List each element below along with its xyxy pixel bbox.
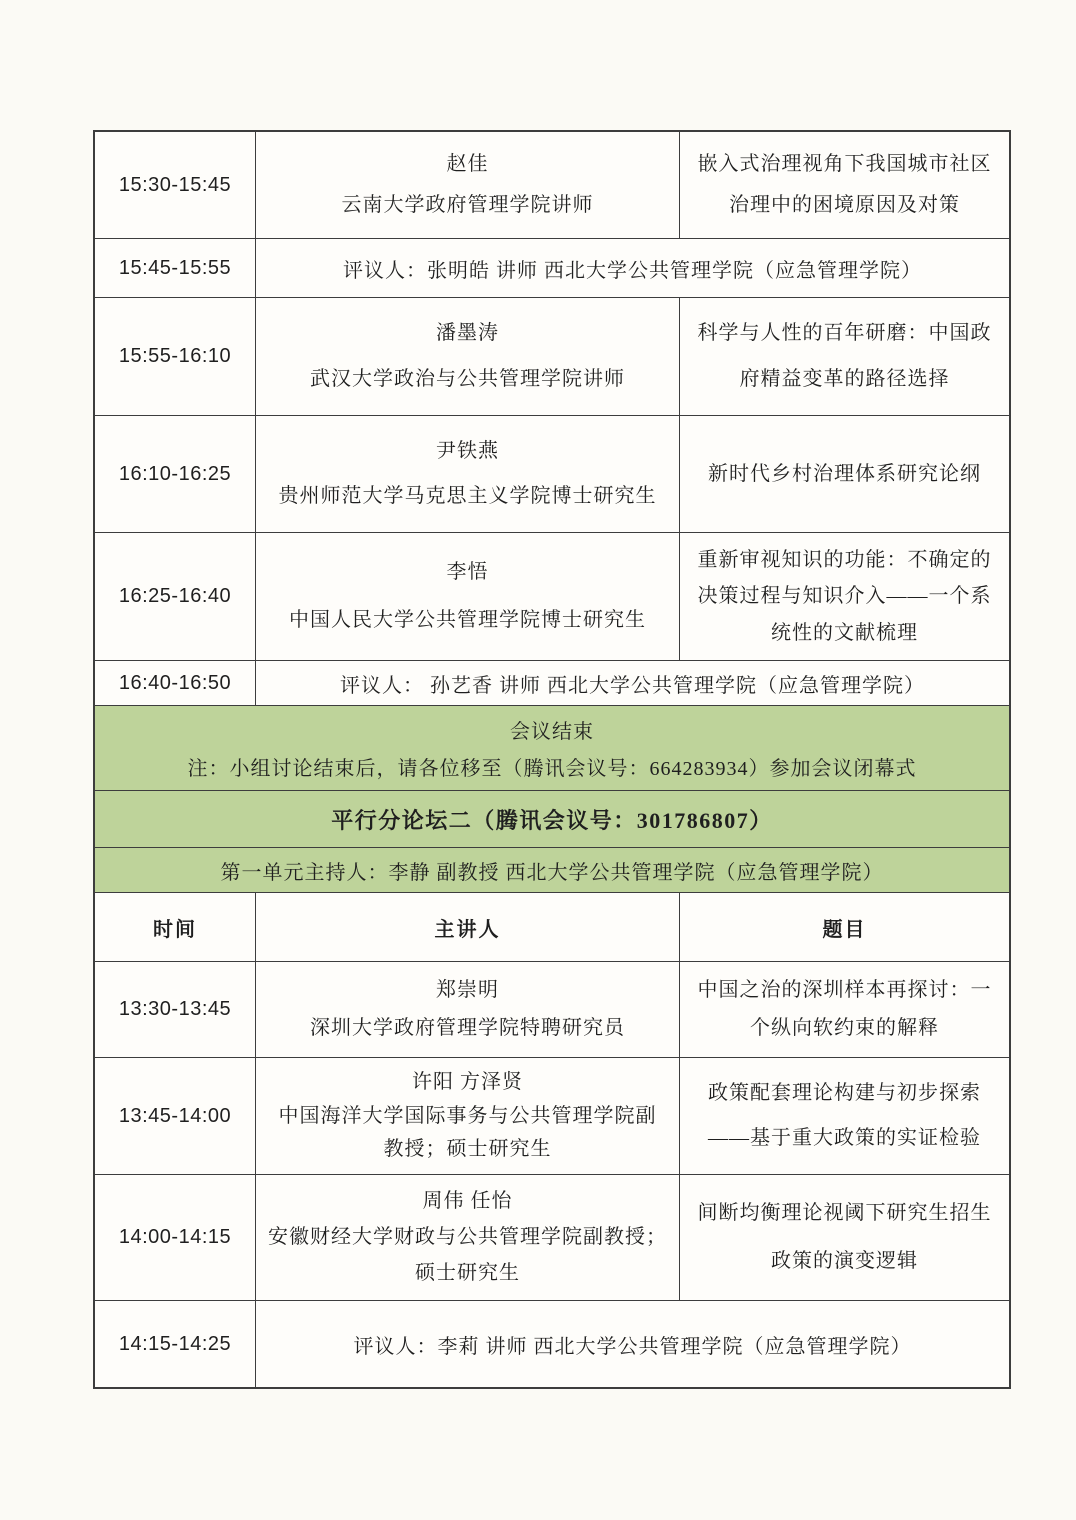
talk-title-line: 个纵向软约束的解释 <box>750 1017 939 1039</box>
speaker-cell <box>255 132 679 238</box>
table-row <box>95 238 1009 297</box>
column-header-time: 时间 <box>153 918 197 941</box>
speaker-name: 许阳 方泽贤 <box>412 1070 523 1093</box>
time-cell: 13:45-14:00 <box>118 1104 232 1127</box>
talk-title-line: 中国之治的深圳样本再探讨：一 <box>697 979 992 1001</box>
host-line: 第一单元主持人：李静 副教授 西北大学公共管理学院（应急管理学院） <box>220 861 884 884</box>
time-cell: 14:15-14:25 <box>118 1332 232 1355</box>
talk-title-line: 政策的演变逻辑 <box>771 1250 918 1272</box>
title-cell <box>679 1058 1009 1174</box>
table-row <box>95 532 1009 660</box>
speaker-cell <box>255 1175 679 1300</box>
title-cell <box>679 962 1009 1057</box>
speaker-name: 尹铁燕 <box>436 440 499 462</box>
talk-title-line: 科学与人性的百年研磨：中国政 <box>697 322 992 345</box>
talk-title-line: 政策配套理论构建与初步探索 <box>708 1082 981 1104</box>
time-cell: 16:40-16:50 <box>118 671 232 694</box>
time-cell: 15:55-16:10 <box>118 345 232 367</box>
reviewer-line: 评议人：张明皓 讲师 西北大学公共管理学院（应急管理学院） <box>343 259 922 282</box>
talk-title-line: 新时代乡村治理体系研究论纲 <box>708 462 981 485</box>
speaker-affiliation: 贵州师范大学马克思主义学院博士研究生 <box>278 485 657 507</box>
table-row <box>95 415 1009 532</box>
time-cell: 13:30-13:45 <box>118 998 232 1020</box>
table-row <box>95 660 1009 705</box>
time-cell: 15:30-15:45 <box>118 173 232 196</box>
speaker-affiliation: 深圳大学政府管理学院特聘研究员 <box>310 1017 625 1039</box>
table-row <box>95 297 1009 415</box>
speaker-name: 李悟 <box>446 560 489 583</box>
title-cell <box>679 533 1009 660</box>
time-cell: 16:10-16:25 <box>118 462 232 485</box>
talk-title-line: 决策过程与知识介入——一个系 <box>697 585 992 607</box>
closing-title: 会议结束 <box>510 721 594 744</box>
title-cell <box>679 132 1009 238</box>
review-cell <box>255 661 1009 705</box>
reviewer-line: 评议人： 孙艺香 讲师 西北大学公共管理学院（应急管理学院） <box>340 674 925 697</box>
speaker-affiliation: 硕士研究生 <box>415 1262 520 1284</box>
time-cell: 16:25-16:40 <box>118 585 232 607</box>
speaker-name: 潘墨涛 <box>436 322 499 345</box>
title-cell <box>679 298 1009 415</box>
speaker-name: 赵佳 <box>446 152 489 175</box>
review-cell <box>255 1301 1009 1387</box>
closing-banner <box>95 705 1009 790</box>
title-cell <box>679 416 1009 532</box>
table-header-row <box>95 892 1009 961</box>
talk-title-line: 间断均衡理论视阈下研究生招生 <box>697 1202 992 1224</box>
speaker-cell <box>255 298 679 415</box>
speaker-affiliation: 云南大学政府管理学院讲师 <box>341 194 594 217</box>
talk-title-line: 嵌入式治理视角下我国城市社区 <box>697 152 992 175</box>
talk-title-line: 治理中的困境原因及对策 <box>729 194 960 217</box>
speaker-affiliation: 教授；硕士研究生 <box>383 1138 552 1161</box>
talk-title-line: 统性的文献梳理 <box>771 621 918 644</box>
talk-title-line: ——基于重大政策的实证检验 <box>708 1127 981 1149</box>
forum-title-banner <box>95 790 1009 847</box>
speaker-name: 郑崇明 <box>436 979 499 1001</box>
title-cell <box>679 1175 1009 1300</box>
speaker-affiliation: 武汉大学政治与公共管理学院讲师 <box>310 367 625 390</box>
forum-title: 平行分论坛二（腾讯会议号：301786807） <box>331 807 773 833</box>
column-header-speaker: 主讲人 <box>255 893 679 961</box>
table-row <box>95 1057 1009 1174</box>
schedule-table <box>93 130 1011 1389</box>
talk-title-line: 重新审视知识的功能：不确定的 <box>697 548 992 571</box>
table-row <box>95 1174 1009 1300</box>
time-cell: 14:00-14:15 <box>118 1226 232 1248</box>
review-cell <box>255 239 1009 297</box>
speaker-name: 周伟 任怡 <box>422 1190 513 1212</box>
closing-note: 注：小组讨论结束后，请各位移至（腾讯会议号：664283934）参加会议闭幕式 <box>187 757 917 780</box>
host-banner <box>95 847 1009 892</box>
speaker-cell <box>255 1058 679 1174</box>
speaker-cell <box>255 962 679 1057</box>
speaker-cell <box>255 533 679 660</box>
speaker-affiliation: 中国人民大学公共管理学院博士研究生 <box>289 609 646 632</box>
time-cell: 15:45-15:55 <box>118 256 232 279</box>
speaker-affiliation: 安徽财经大学财政与公共管理学院副教授； <box>268 1226 667 1248</box>
table-row <box>95 961 1009 1057</box>
column-header-title: 题目 <box>679 893 1009 961</box>
talk-title-line: 府精益变革的路径选择 <box>739 367 950 390</box>
reviewer-line: 评议人：李莉 讲师 西北大学公共管理学院（应急管理学院） <box>353 1335 912 1358</box>
speaker-affiliation: 中国海洋大学国际事务与公共管理学院副 <box>278 1104 657 1127</box>
table-row <box>95 132 1009 238</box>
speaker-cell <box>255 416 679 532</box>
table-row <box>95 1300 1009 1387</box>
